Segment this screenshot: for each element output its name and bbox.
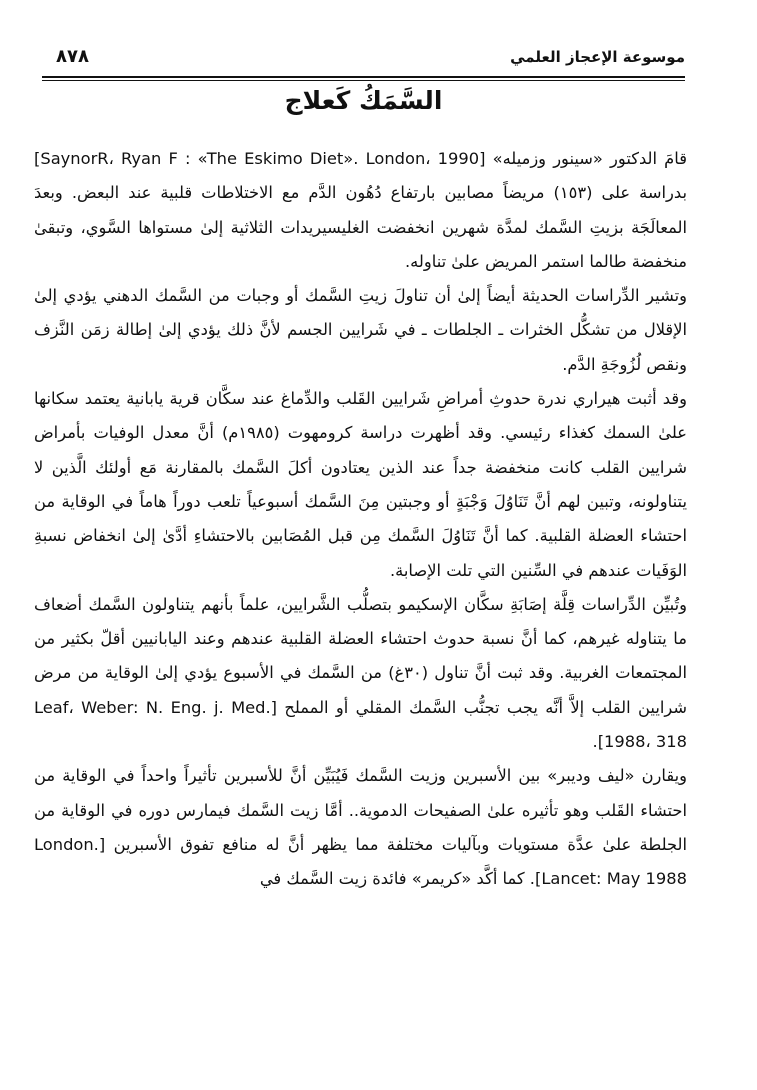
header-rule [42,76,685,78]
paragraph: وقد أثبت هيراري ندرة حدوثِ أمراضِ شَرايين القَلب والدِّماغ عند سكَّان قرية يابانية يعتمد سكانها علىٰ السمك كغذاء رئيسي. وقد أظهرت دراسة كرومهوت (١٩٨٥م) أنَّ معدل الوفيات بأمراض شرايين القلب كانت منخفضة جداً عند الذين يعتادون أكلَ السَّمك بالمقارنة مَع أولئك الَّذين لا يتناولونه، وتبين لهم أنَّ تَنَاوُلَ وَجْبَةٍ أو وجبتين مِنَ السَّمك أسبوعياً تلعب دوراً هاماً في الوقاية من احتشاء العضلة القلبية. كما أنَّ تَنَاوُلَ السَّمك مِن قبل المُصَابين بالاحتشاءِ أدَّىٰ إلىٰ انخفاض نسبةِ الوَفَيات عندهم في السِّنين التي تلت الإصابة. [34,389,687,580]
page-header [42,44,685,78]
body-text [34,142,687,897]
section-title: السَّمَكُ كَعلاج [284,86,443,115]
paragraph: قامَ الدكتور «سينور وزميله» [SaynorR، Ryan F : «The Eskimo Diet». London، 1990] بدراسة على (١٥٣) مريضاً مصابين بارتفاع دُهُون الدَّم مع الاختلاطات قلبية عند البعض. وبعدَ المعالَجَة بزيتِ السَّمك لمدَّة شهرين انخفضت الغليسيريدات الثلاثية إلىٰ مستواها السَّوي، وتبقىٰ منخفضة طالما استمر المريض علىٰ تناوله. [34,149,687,271]
paragraph: ويقارن «ليف وديبر» بين الأسبرين وزيت السَّمك فَيُبَيِّن أنَّ للأسبرين تأثيراً واحداً في الوقاية من احتشاء القَلب وهو تأثيره علىٰ الصفيحات الدموية.. أمَّا زيت السَّمك فيمارس دوره في الوقاية من الجلطة علىٰ عدَّة مستويات وبآليات مختلفة مما يظهر أنَّ له منافع تفوق الأسبرين [London. Lancet: May 1988]. كما أكَّد «كريمر» فائدة زيت السَّمك في [34,766,687,889]
page-number: ٨٧٨ [56,46,89,67]
running-title: موسوعة الإعجاز العلمي [510,48,685,66]
paragraph: وتُبيِّن الدِّراسات قِلَّة إصَابَةِ سكَّان الإسكيمو بتصلُّب الشَّرايين، علماً بأنهم يتناولون السَّمك أضعاف ما يتناوله غيرهم، كما أنَّ نسبة حدوث احتشاء العضلة القلبية عندهم وعند اليابانيين أقلّ بكثير من المجتمعات الغربية. وقد ثبت أنَّ تناول (٣٠غ) من السَّمك في الأسبوع يؤدي إلىٰ الوقاية من مرض شرايين القلب إلاَّ أنَّه يجب تجنُّب السَّمك المقلي أو المملح [Leaf، Weber: N. Eng. j. Med. 1988، 318]. [34,594,687,752]
paragraph: وتشير الدِّراسات الحديثة أيضاً إلىٰ أن تناولَ زيتِ السَّمك أو وجبات من السَّمك الدهني يؤدي إلىٰ الإقلال من تشكُّل الخثرات ـ الجلطات ـ في شَرايين الجسم لأنَّ ذلك يؤدي إلىٰ إطالة زمَن النَّزف ونقص لُزُوجَةِ الدَّم. [34,286,687,374]
header-rule-thin [42,80,685,81]
